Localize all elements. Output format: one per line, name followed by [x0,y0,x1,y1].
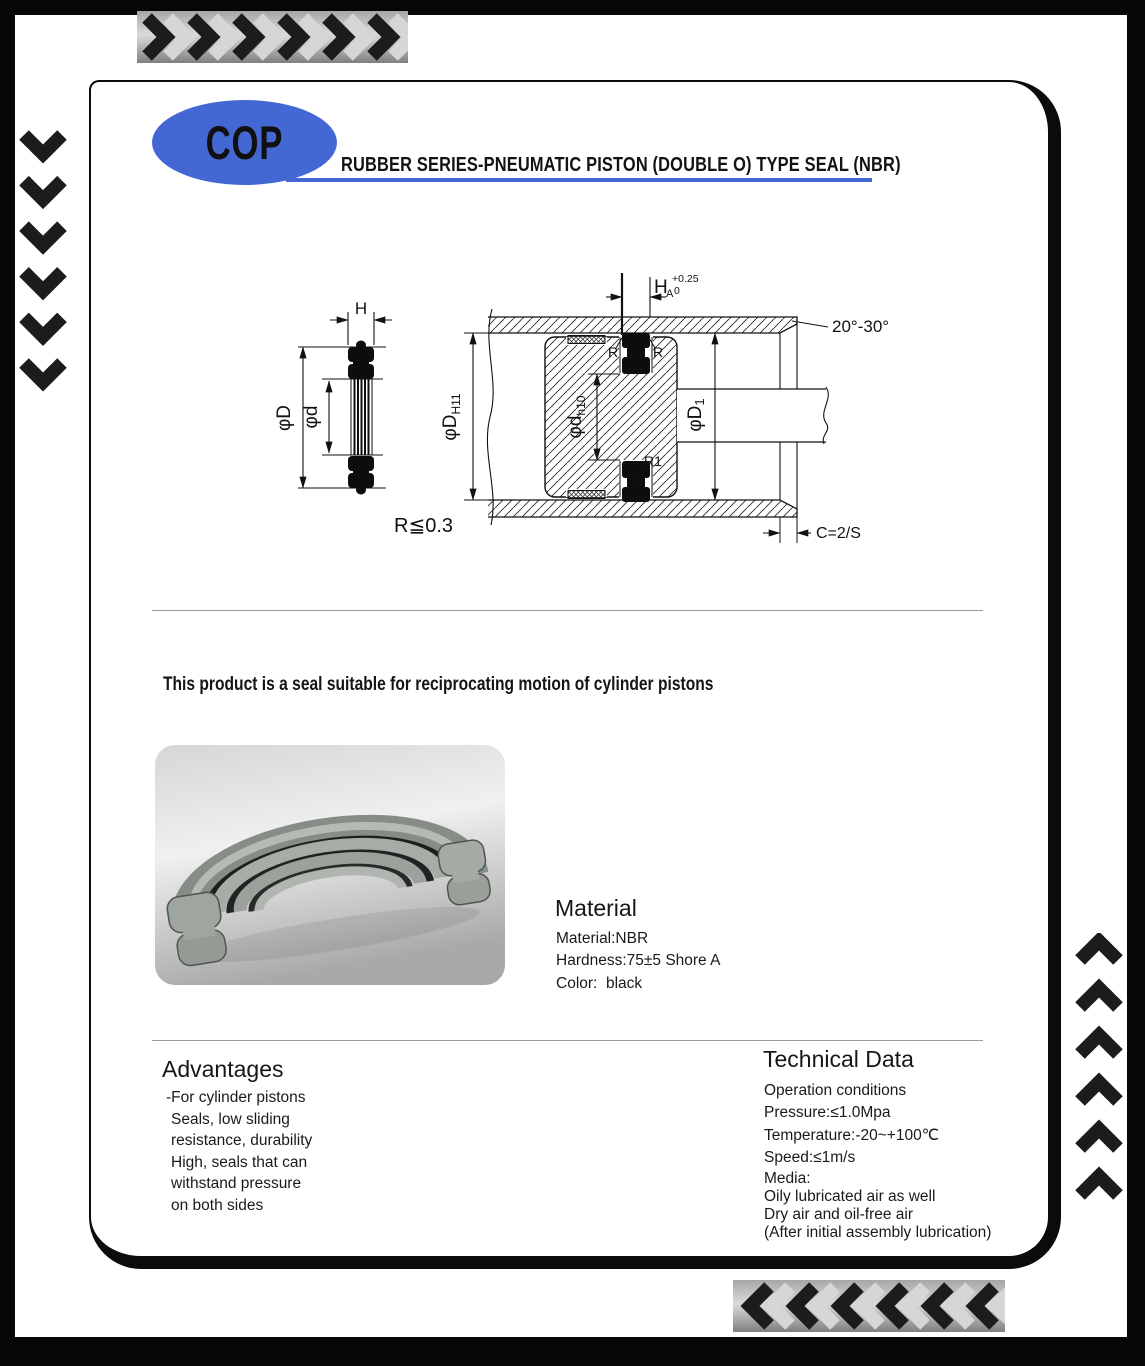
seal-front-view [274,299,392,495]
technical-media-line: Oily lubricated air as well [764,1188,936,1205]
radius-note-label: R≦0.3 [394,515,454,537]
advantages-line: Seals, low sliding [171,1110,290,1128]
technical-data-list [764,1080,939,1169]
material-list [556,928,720,995]
top-arrow-strip [137,11,408,63]
seal-section-view [394,273,889,543]
wear-ring-top [568,336,605,344]
material-line: Hardness:75±5 Shore A [556,952,721,970]
product-photo [155,745,505,985]
gap-label: C=2/S [816,525,861,542]
chamfer-angle-label: 20°-30° [832,317,890,336]
dim-label-outer-diameter: φD [274,404,295,432]
chevron-up-icons [1080,941,1118,1195]
technical-line: Temperature:-20~+100℃ [764,1126,940,1144]
title-underline [286,178,872,182]
radius-label-right: R [652,344,664,360]
seal-cross-section-top [348,341,374,380]
dim-label-groove-width-sub: A [666,288,674,300]
brand-logo-ellipse [152,100,337,185]
dim-label-tolerance-upper: +0.25 [672,273,699,285]
chevron-down-icons [24,135,62,382]
technical-line: Pressure:≤1.0Mpa [764,1104,891,1122]
technical-drawing [270,265,900,557]
right-arrow-column [1073,933,1125,1217]
technical-line: Operation conditions [764,1082,907,1099]
material-line: Material:NBR [556,930,649,947]
dim-label-bore-diameter: $\varphi D_{H11}$ [440,393,463,441]
dim-label-tolerance-lower: 0 [674,285,680,297]
advantages-line: withstand pressure [171,1175,302,1192]
seal-cross-section-bottom [348,456,374,495]
bottom-arrow-strip [733,1280,1005,1332]
dim-label-seal-width: H [354,299,368,318]
page-title: RUBBER SERIES-PNEUMATIC PISTON (DOUBLE O) TYPE SEAL (NBR) [341,154,901,176]
technical-media-list [764,1170,991,1242]
dim-label-groove-width: H [654,277,668,298]
dim-label-groove-diameter: $\varphi d_{h10}$ [565,395,588,439]
divider-top [152,610,983,611]
technical-data-heading: Technical Data [763,1046,914,1072]
radius-label-r1: R1 [644,453,662,469]
dim-label-rod-diameter: φD1 [685,398,707,432]
advantages-line: -For cylinder pistons [166,1089,306,1106]
technical-media-line: Dry air and oil-free air [764,1206,914,1223]
advantages-heading: Advantages [162,1056,284,1082]
advantages-list [166,1087,312,1216]
dim-label-inner-diameter: φd [301,405,322,429]
wear-ring-bottom [568,491,605,499]
material-line: Color: black [556,974,643,992]
divider-bottom [152,1040,983,1041]
technical-line: Speed:≤1m/s [764,1148,856,1166]
product-description: This product is a seal suitable for reciprocating motion of cylinder pistons [163,673,714,695]
advantages-line: High, seals that can [171,1153,308,1171]
left-arrow-column [17,127,69,403]
advantages-line: resistance, durability [171,1132,313,1149]
material-heading: Material [555,895,637,921]
break-line [487,309,493,525]
brand-logo-text: COP [205,116,284,169]
technical-media-line: Media: [764,1170,811,1187]
radius-label-left: R [607,344,619,360]
technical-media-line: (After initial assembly lubrication) [764,1224,992,1241]
advantages-line: on both sides [171,1196,264,1214]
